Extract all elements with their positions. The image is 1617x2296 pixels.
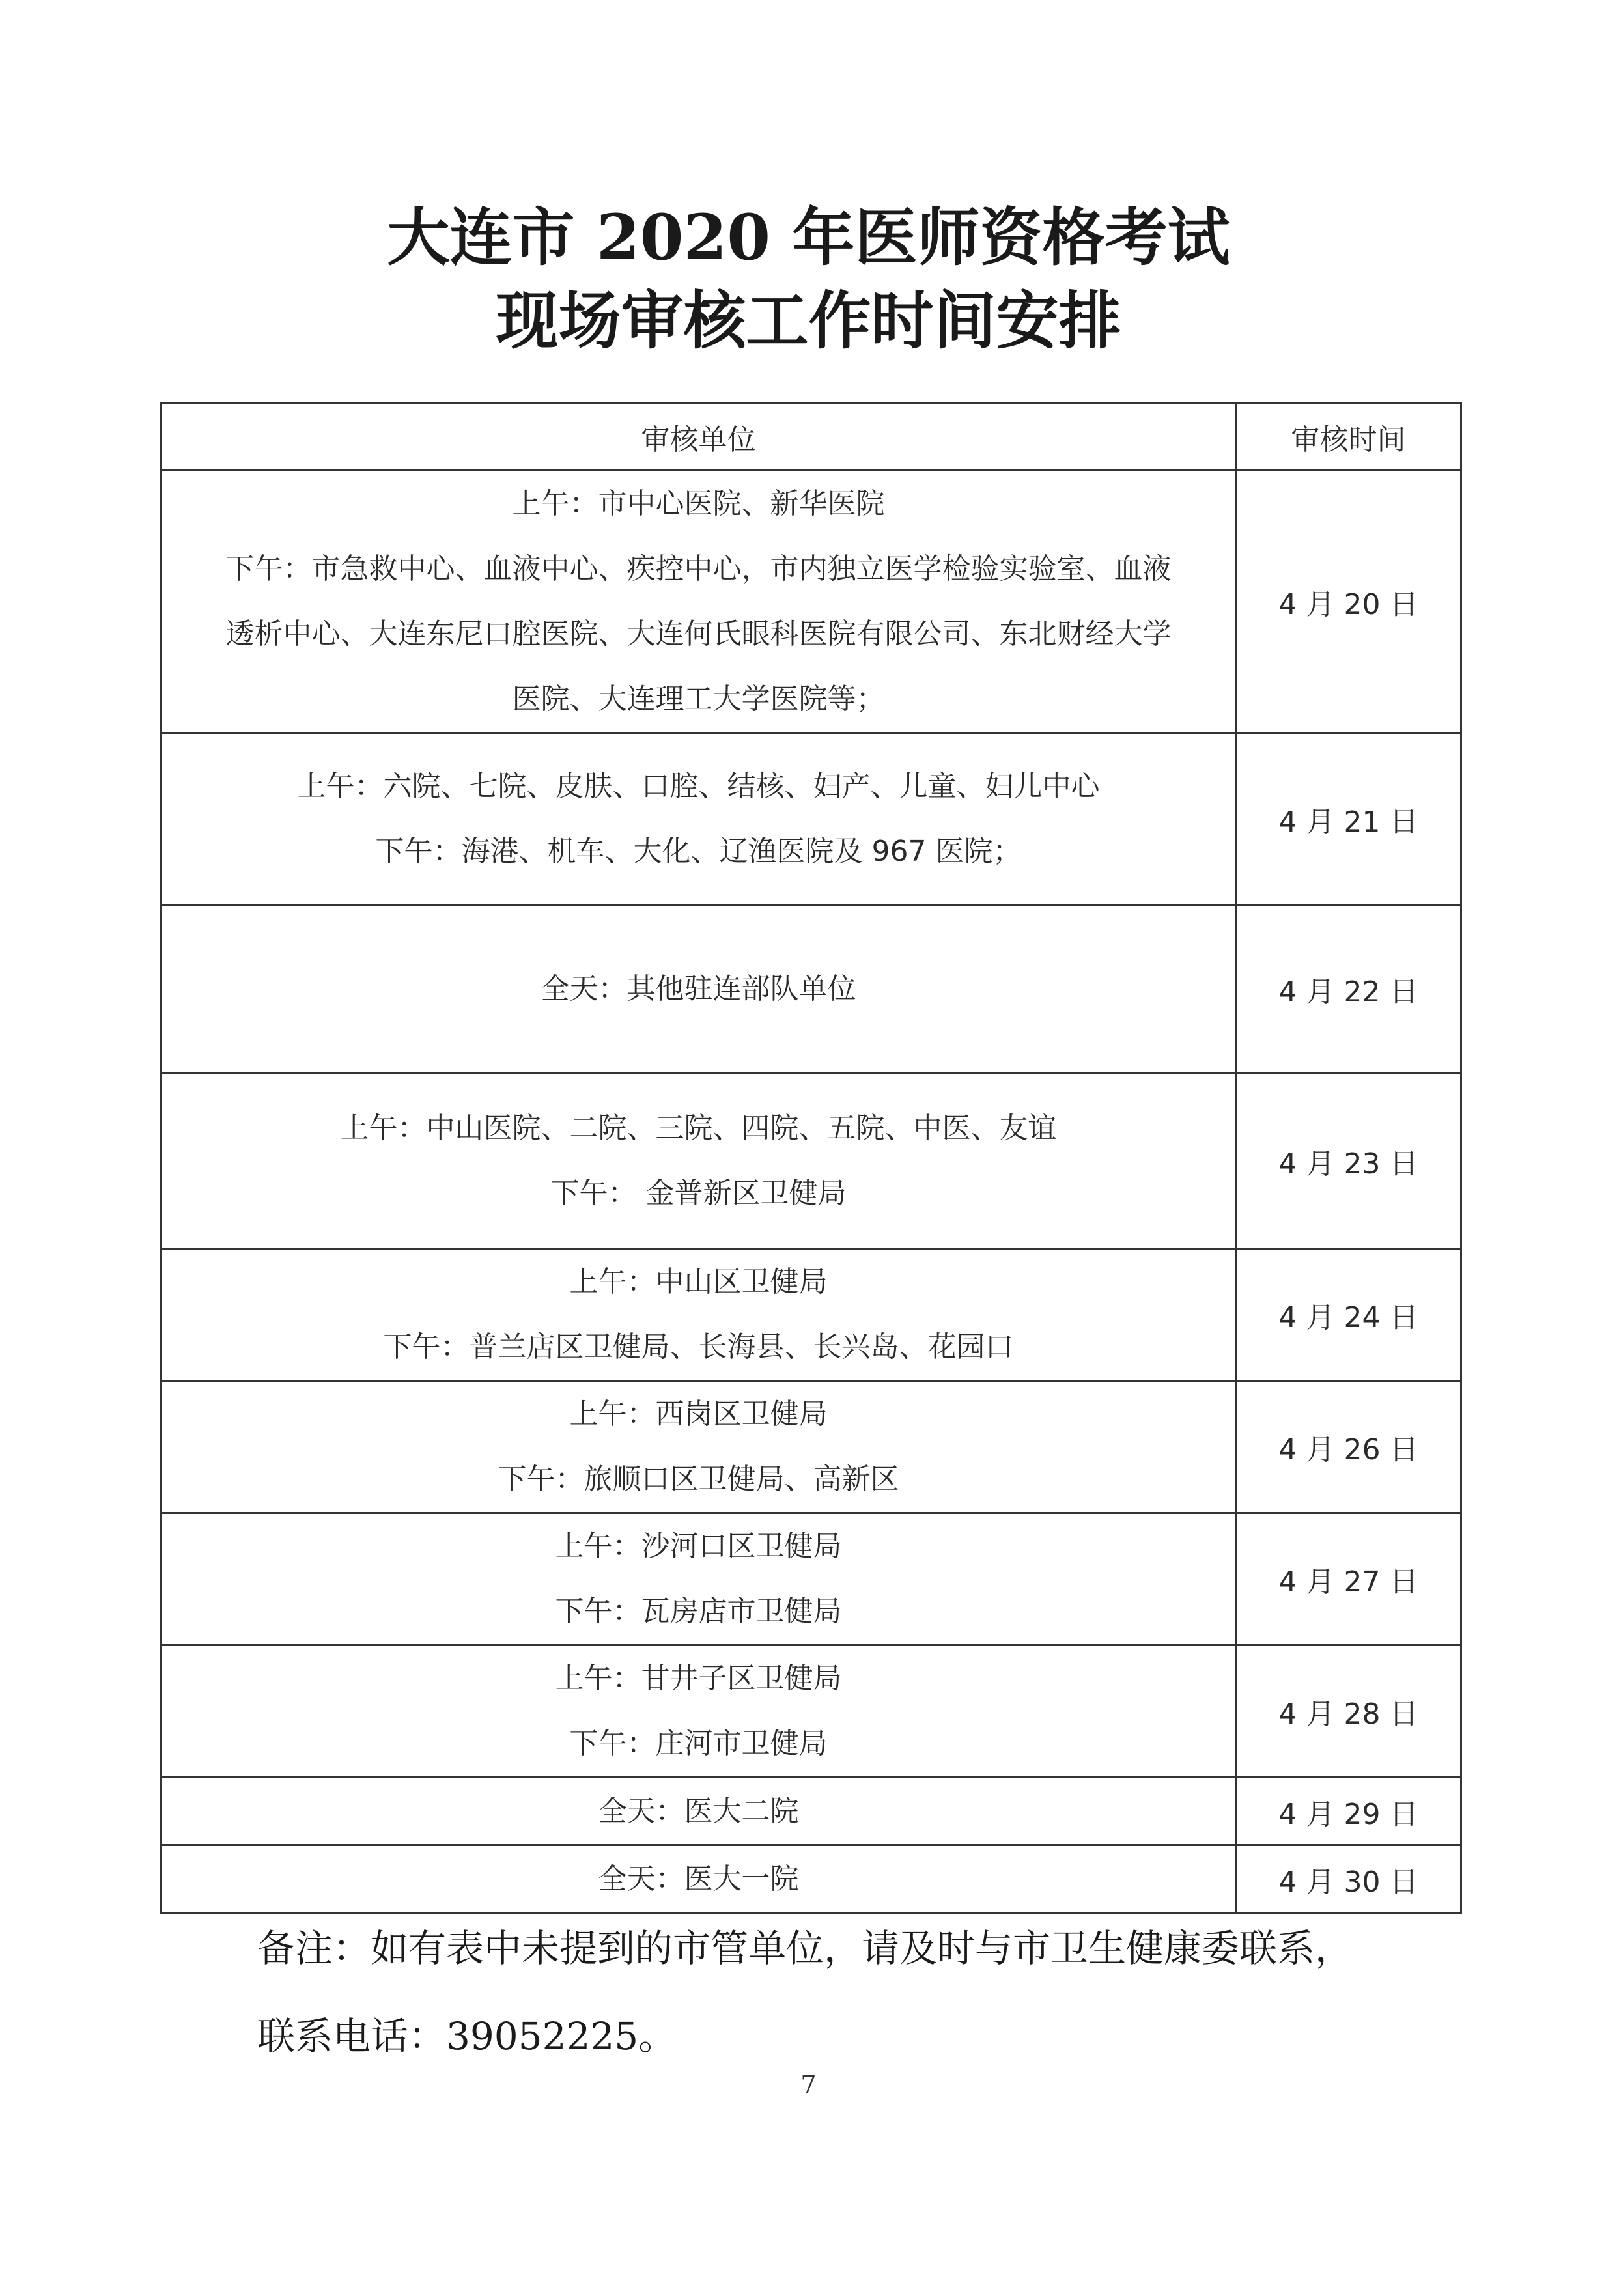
date-cell: 4 月 23 日 — [1236, 1073, 1461, 1249]
date-cell: 4 月 26 日 — [1236, 1381, 1461, 1513]
date-cell: 4 月 27 日 — [1236, 1513, 1461, 1645]
unit-line: 下午：瓦房店市卫健局 — [555, 1595, 842, 1628]
unit-cell — [162, 1249, 1236, 1381]
unit-cell — [162, 1381, 1236, 1513]
note-text: 备注：如有表中未提到的市管单位，请及时与市卫生健康委联系， — [257, 1926, 1353, 1970]
table-row — [162, 1381, 1461, 1513]
unit-cell — [162, 1513, 1236, 1645]
unit-line: 下午：普兰店区卫健局、长海县、长兴岛、花园口 — [383, 1330, 1014, 1364]
page-number: 7 — [800, 2071, 817, 2099]
schedule-table — [160, 402, 1462, 1914]
unit-line: 全天：医大一院 — [598, 1862, 799, 1896]
unit-cell — [162, 1645, 1236, 1778]
unit-cell — [162, 905, 1236, 1073]
table-row — [162, 1645, 1461, 1778]
contact-phone: 联系电话：39052225。 — [257, 2014, 677, 2058]
unit-line: 上午：市中心医院、新华医院 — [512, 487, 885, 520]
unit-cell — [162, 471, 1236, 733]
unit-line: 下午： 金普新区卫健局 — [550, 1176, 847, 1210]
date-cell: 4 月 29 日 — [1236, 1778, 1461, 1845]
date-cell: 4 月 22 日 — [1236, 905, 1461, 1073]
header-unit: 审核单位 — [162, 403, 1236, 471]
unit-line: 下午：旅顺口区卫健局、高新区 — [498, 1463, 899, 1496]
date-cell: 4 月 28 日 — [1236, 1645, 1461, 1778]
table-header-row — [162, 403, 1461, 471]
unit-cell — [162, 733, 1236, 905]
unit-line: 上午：西岗区卫健局 — [569, 1397, 828, 1431]
table-row — [162, 733, 1461, 905]
unit-line: 下午：市急救中心、血液中心、疾控中心，市内独立医学检验实验室、血液 — [225, 552, 1172, 585]
date-cell: 4 月 20 日 — [1236, 471, 1461, 733]
unit-line: 上午：沙河口区卫健局 — [555, 1530, 842, 1563]
unit-line: 医院、大连理工大学医院等； — [512, 682, 885, 716]
table-row — [162, 1073, 1461, 1249]
table-row — [162, 905, 1461, 1073]
unit-cell — [162, 1845, 1236, 1913]
unit-line: 透析中心、大连东尼口腔医院、大连何氏眼科医院有限公司、东北财经大学 — [225, 617, 1172, 651]
unit-cell — [162, 1073, 1236, 1249]
unit-line: 下午：海港、机车、大化、辽渔医院及 967 医院； — [375, 834, 1022, 868]
unit-line: 全天：医大二院 — [598, 1794, 799, 1828]
table-row — [162, 1845, 1461, 1913]
unit-line: 上午：中山区卫健局 — [569, 1265, 828, 1298]
date-cell: 4 月 21 日 — [1236, 733, 1461, 905]
table-row — [162, 471, 1461, 733]
unit-line: 上午：甘井子区卫健局 — [555, 1662, 842, 1695]
unit-line: 上午：六院、七院、皮肤、口腔、结核、妇产、儿童、妇儿中心 — [297, 769, 1100, 803]
unit-line: 下午：庄河市卫健局 — [569, 1727, 828, 1760]
date-cell: 4 月 30 日 — [1236, 1845, 1461, 1913]
table-row — [162, 1513, 1461, 1645]
header-time: 审核时间 — [1236, 403, 1461, 471]
document-title-line1: 大连市 2020 年医师资格考试 — [387, 201, 1230, 274]
table-row — [162, 1249, 1461, 1381]
table-row — [162, 1778, 1461, 1845]
unit-line: 上午：中山医院、二院、三院、四院、五院、中医、友谊 — [340, 1111, 1057, 1145]
document-title-line2: 现场审核工作时间安排 — [496, 284, 1121, 357]
date-cell: 4 月 24 日 — [1236, 1249, 1461, 1381]
unit-line: 全天：其他驻连部队单位 — [541, 972, 856, 1005]
unit-cell — [162, 1778, 1236, 1845]
